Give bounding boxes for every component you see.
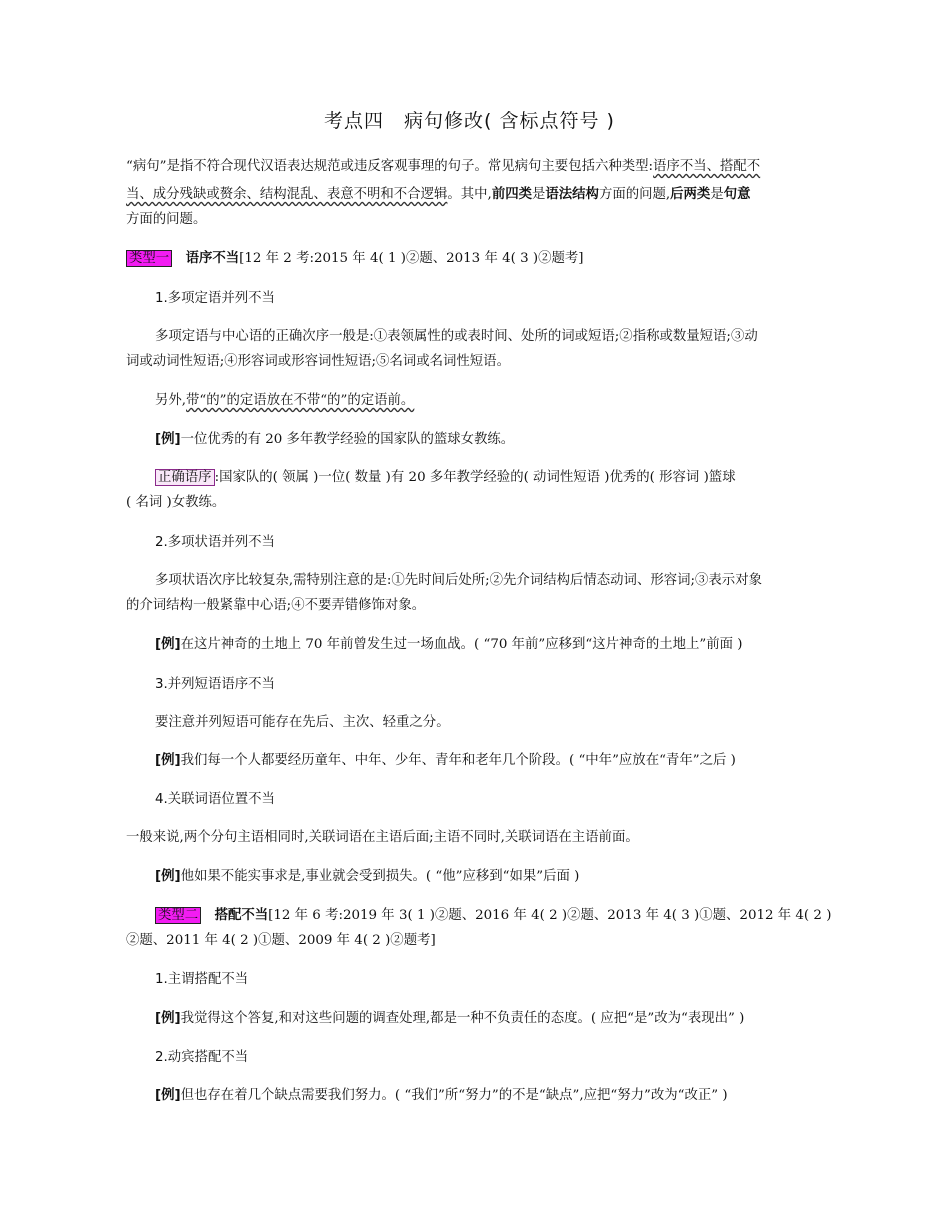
example-text: 在这片神奇的土地上 70 年前曾发生过一场血战。( “70 年前”应移到“这片神奇的土地上”前面 ) — [180, 637, 743, 652]
example-text: 一位优秀的有 20 多年教学经验的国家队的篮球女教练。 — [180, 432, 515, 447]
correct-order-tag: 正确语序 — [155, 469, 215, 486]
example-tag: [例] — [155, 637, 181, 652]
s2-heading: 2.多项状语并列不当 — [155, 535, 275, 550]
intro-types-underlined-2: 当、成分残缺或赘余、结构混乱、表意不明和不合逻辑 — [126, 187, 448, 202]
s1-para-line-1: 多项定语与中心语的正确次序一般是:①表领属性的或表时间、处所的词或短语;②指称或数量短语;③动 — [155, 329, 758, 344]
type2-ref-line-2: ②题、2011 年 4( 2 )①题、2009 年 4( 2 )②题考] — [126, 933, 436, 948]
s1-underlined-rule: 带“的”的定语放在不带“的”的定语前。 — [186, 393, 415, 408]
example-text: 但也存在着几个缺点需要我们努力。( “我们”所“努力”的不是“缺点”,应把“努力”改为“改正” ) — [180, 1088, 728, 1103]
example-text: 我们每一个人都要经历童年、中年、少年、青年和老年几个阶段。( “中年”应放在“青年”之后 ) — [180, 753, 736, 768]
type1-ref: [12 年 2 考:2015 年 4( 1 )②题、2013 年 4( 3 )②题考] — [239, 251, 584, 266]
s3-heading: 3.并列短语语序不当 — [155, 677, 275, 692]
type2-ref: [12 年 6 考:2019 年 3( 1 )②题、2016 年 4( 2 )②题、2013 年 4( 3 )①题、2012 年 4( 2 ) — [268, 908, 832, 923]
t2s1-example — [155, 1010, 845, 1028]
type1-name: 语序不当 — [185, 251, 240, 266]
example-tag: [例] — [155, 869, 181, 884]
type1-header — [126, 250, 816, 268]
intro-bold-term: 前四类 — [491, 187, 532, 202]
s1-text: 另外, — [155, 393, 187, 408]
s4-heading: 4.关联词语位置不当 — [155, 792, 275, 807]
intro-bold-term: 后两类 — [670, 187, 711, 202]
intro-bold-term: 句意 — [723, 187, 751, 202]
t2s2-example — [155, 1087, 845, 1105]
intro-text: “病句”是指不符合现代汉语表达规范或违反客观事理的句子。常见病句主要包括六种类型: — [126, 159, 654, 174]
example-tag: [例] — [155, 1088, 181, 1103]
t2s1-heading: 1.主谓搭配不当 — [155, 972, 249, 987]
s2-para-line-1: 多项状语次序比较复杂,需特别注意的是:①先时间后处所;②先介词结构后情态动词、形容词;③表示对象 — [155, 573, 762, 588]
example-text: 他如果不能实事求是,事业就会受到损失。( “他”应移到“如果”后面 ) — [180, 869, 580, 884]
t2s2-heading: 2.动宾搭配不当 — [155, 1050, 249, 1065]
s3-para: 要注意并列短语可能存在先后、主次、轻重之分。 — [155, 715, 450, 730]
intro-line-2 — [126, 186, 816, 204]
type2-tag: 类型二 — [155, 907, 201, 924]
type2-header — [155, 907, 845, 925]
s1-heading: 1.多项定语并列不当 — [155, 291, 275, 306]
s4-para: 一般来说,两个分句主语相同时,关联词语在主语后面;主语不同时,关联词语在主语前面。 — [126, 830, 639, 845]
intro-text: 方面的问题, — [598, 187, 671, 202]
s2-para-line-2: 的介词结构一般紧靠中心语;④不要弄错修饰对象。 — [126, 598, 426, 613]
s1-example — [155, 431, 845, 449]
example-text: 我觉得这个答复,和对这些问题的调查处理,都是一种不负责任的态度。( 应把“是”改为“表现出” ) — [180, 1011, 745, 1026]
intro-text: 。其中, — [447, 187, 492, 202]
intro-line-1 — [126, 158, 816, 176]
intro-bold-term: 语法结构 — [545, 187, 599, 202]
example-tag: [例] — [155, 753, 181, 768]
s1-correct-line-2: ( 名词 )女教练。 — [126, 495, 226, 510]
s1-para-line-2: 词或动词性短语;④形容词或形容词性短语;⑤名词或名词性短语。 — [126, 354, 510, 369]
s2-example — [155, 636, 845, 654]
s1-para-2 — [155, 392, 845, 410]
s3-example — [155, 752, 845, 770]
intro-line-3: 方面的问题。 — [126, 212, 207, 227]
intro-text: 是 — [531, 187, 546, 202]
type1-tag: 类型一 — [126, 250, 172, 267]
s4-example — [155, 868, 845, 886]
example-tag: [例] — [155, 432, 181, 447]
intro-types-underlined: 语序不当、搭配不 — [653, 159, 761, 174]
correct-order-text: :国家队的( 领属 )一位( 数量 )有 20 多年教学经验的( 动词性短语 )优秀的( 形容词 )篮球 — [214, 470, 736, 485]
page-title: 考点四 病句修改( 含标点符号 ) — [324, 110, 615, 132]
s1-correct-line-1 — [155, 469, 845, 487]
intro-text: 是 — [710, 187, 724, 202]
example-tag: [例] — [155, 1011, 181, 1026]
type2-name: 搭配不当 — [214, 908, 269, 923]
